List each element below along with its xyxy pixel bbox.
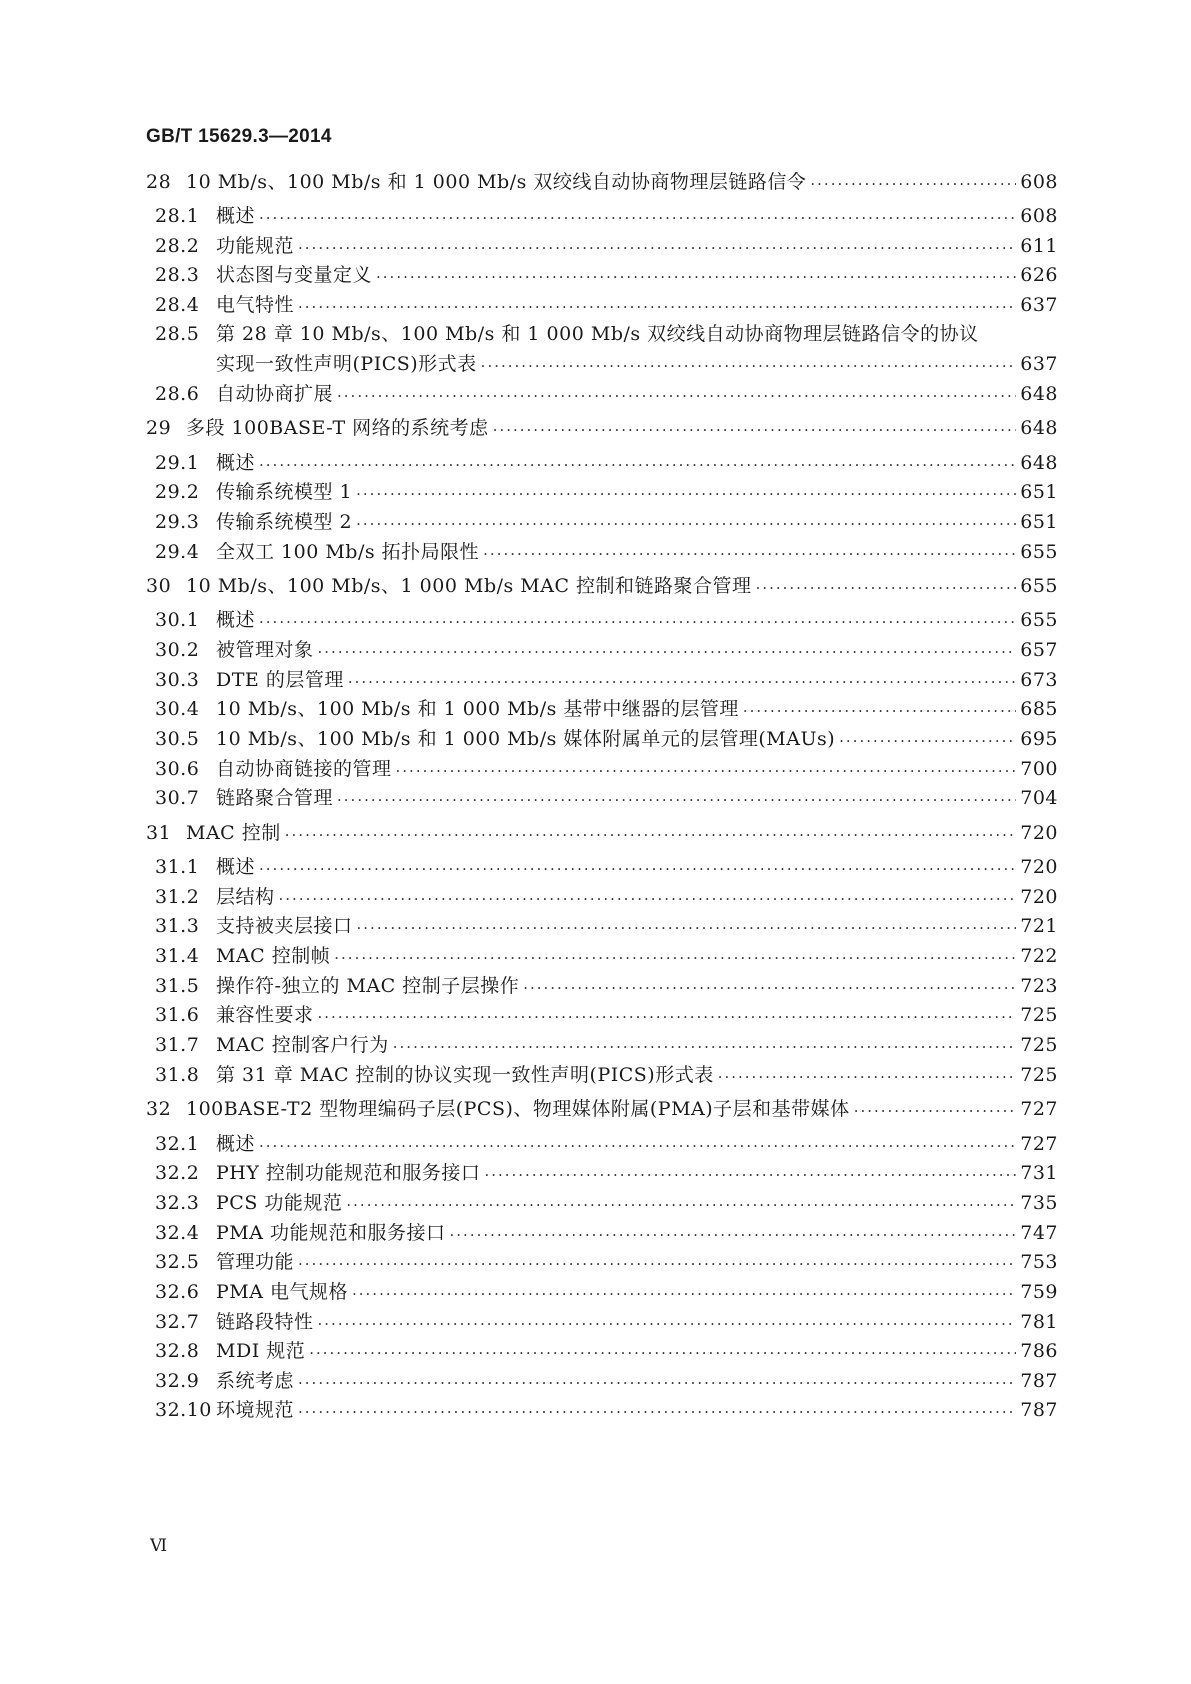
toc-entry[interactable]: [155, 1339, 1058, 1363]
leader-dots: [298, 297, 1016, 317]
toc-page: 723: [1020, 975, 1058, 997]
leader-dots: [318, 1007, 1017, 1027]
toc-number: 31.4: [155, 945, 200, 967]
toc-title: 传输系统模型 2: [216, 511, 353, 533]
toc-title: 被管理对象: [216, 639, 314, 661]
toc-title: 100BASE-T2 型物理编码子层(PCS)、物理媒体附属(PMA)子层和基带媒体: [186, 1098, 850, 1120]
toc-entry[interactable]: [155, 1369, 1058, 1393]
toc-entry[interactable]: [155, 382, 1058, 406]
toc-entry[interactable]: [155, 1250, 1058, 1274]
toc-title: 管理功能: [216, 1251, 295, 1273]
toc-page: 626: [1020, 264, 1058, 286]
toc-page: 722: [1020, 945, 1058, 967]
toc-entry[interactable]: [155, 668, 1058, 692]
leader-dots: [396, 761, 1017, 781]
toc-title: 概述: [216, 1133, 256, 1155]
toc-title: 10 Mb/s、100 Mb/s 和 1 000 Mb/s 媒体附属单元的层管理(MAUs): [216, 728, 836, 750]
toc-entry[interactable]: [155, 322, 1058, 346]
toc-entry[interactable]: [155, 1221, 1058, 1245]
toc-page: 655: [1020, 609, 1058, 631]
toc-title: 兼容性要求: [216, 1004, 314, 1026]
toc-number: 28.3: [155, 264, 200, 286]
toc-entry[interactable]: [155, 974, 1058, 998]
toc-page: 704: [1020, 787, 1058, 809]
toc-entry[interactable]: [155, 451, 1058, 475]
toc-number: 31.8: [155, 1064, 200, 1086]
toc-title: 概述: [216, 609, 256, 631]
toc-number: 30.1: [155, 609, 200, 631]
toc-entry[interactable]: [146, 574, 1058, 598]
toc-title: 概述: [216, 856, 256, 878]
toc-title: 10 Mb/s、100 Mb/s 和 1 000 Mb/s 基带中继器的层管理: [216, 698, 739, 720]
toc-number: 29: [146, 417, 172, 439]
toc-title: PCS 功能规范: [216, 1192, 343, 1214]
toc-number: 32.10: [155, 1399, 212, 1421]
toc-page: 787: [1020, 1370, 1058, 1392]
toc-entry[interactable]: [155, 1132, 1058, 1156]
toc-page: 655: [1020, 575, 1058, 597]
toc-entry[interactable]: [155, 293, 1058, 317]
toc-entry[interactable]: [146, 1097, 1058, 1121]
toc-page: 700: [1020, 758, 1058, 780]
toc-title: PMA 电气规格: [216, 1281, 348, 1303]
toc-page: 731: [1020, 1162, 1058, 1184]
toc-number: 31.7: [155, 1034, 200, 1056]
leader-dots: [743, 701, 1016, 721]
toc-title: 层结构: [216, 886, 275, 908]
page-folio: Ⅵ: [150, 1536, 168, 1556]
toc-title: 链路段特性: [216, 1311, 314, 1333]
leader-dots: [259, 1136, 1016, 1156]
toc-entry[interactable]: [155, 263, 1058, 287]
leader-dots: [484, 1165, 1016, 1185]
toc-number: 30: [146, 575, 172, 597]
toc-title: 10 Mb/s、100 Mb/s 和 1 000 Mb/s 双绞线自动协商物理层链路信令: [186, 171, 807, 193]
toc-entry[interactable]: [155, 608, 1058, 632]
toc-number: 28.6: [155, 383, 200, 405]
leader-dots: [718, 1067, 1017, 1087]
toc-number: 30.2: [155, 639, 200, 661]
toc-number: 32.6: [155, 1281, 200, 1303]
toc-number: 31.1: [155, 856, 200, 878]
toc-page: 787: [1020, 1399, 1058, 1421]
toc-title: 环境规范: [216, 1399, 295, 1421]
toc-page: 759: [1020, 1281, 1058, 1303]
leader-dots: [279, 889, 1017, 909]
toc-number: 28.2: [155, 235, 200, 257]
toc-title: 多段 100BASE-T 网络的系统考虑: [186, 417, 489, 439]
toc-number: 32.4: [155, 1222, 200, 1244]
leader-dots: [356, 514, 1016, 534]
toc-entry[interactable]: [146, 416, 1058, 440]
toc-title-continued: 实现一致性声明(PICS)形式表: [216, 353, 477, 375]
leader-dots: [854, 1101, 1017, 1121]
toc-title: 自动协商链接的管理: [216, 758, 392, 780]
toc-entry[interactable]: [155, 1191, 1058, 1215]
leader-dots: [493, 420, 1017, 440]
toc-page: 651: [1020, 481, 1058, 503]
toc-page: 721: [1020, 915, 1058, 937]
toc-page: 637: [1020, 294, 1058, 316]
leader-dots: [481, 356, 1017, 376]
toc-title: 概述: [216, 205, 256, 227]
toc-page: 727: [1020, 1133, 1058, 1155]
leader-dots: [839, 731, 1016, 751]
toc-title: PHY 控制功能规范和服务接口: [216, 1162, 481, 1184]
toc-page: 695: [1020, 728, 1058, 750]
toc-number: 32.7: [155, 1311, 200, 1333]
toc-title: 功能规范: [216, 235, 295, 257]
toc-entry[interactable]: [155, 204, 1058, 228]
leader-dots: [356, 484, 1016, 504]
toc-entry[interactable]: [155, 914, 1058, 938]
leader-dots: [523, 978, 1016, 998]
leader-dots: [318, 1314, 1017, 1334]
standard-number-header: GB/T 15629.3—2014: [146, 126, 332, 147]
toc-entry[interactable]: [155, 855, 1058, 879]
toc-page: 786: [1020, 1340, 1058, 1362]
toc-page: 648: [1020, 383, 1058, 405]
toc-page: 685: [1020, 698, 1058, 720]
toc-title: 自动协商扩展: [216, 383, 334, 405]
leader-dots: [259, 612, 1016, 632]
toc-number: 32.8: [155, 1340, 200, 1362]
toc-entry[interactable]: [155, 1280, 1058, 1304]
toc-title: 概述: [216, 452, 256, 474]
toc-entry-continuation[interactable]: [155, 352, 1058, 376]
toc-page: 657: [1020, 639, 1058, 661]
toc-page: 720: [1020, 886, 1058, 908]
leader-dots: [298, 1373, 1016, 1393]
leader-dots: [298, 238, 1016, 258]
toc-title: MAC 控制客户行为: [216, 1034, 389, 1056]
leader-dots: [376, 267, 1016, 287]
toc-number: 31.3: [155, 915, 200, 937]
toc-title: MAC 控制帧: [216, 945, 331, 967]
toc-page: 637: [1020, 353, 1058, 375]
toc-page: 727: [1020, 1098, 1058, 1120]
leader-dots: [259, 455, 1016, 475]
toc-number: 29.3: [155, 511, 200, 533]
toc-page: 651: [1020, 511, 1058, 533]
toc-title: 支持被夹层接口: [216, 915, 353, 937]
toc-entry[interactable]: [155, 786, 1058, 810]
toc-title: 10 Mb/s、100 Mb/s、1 000 Mb/s MAC 控制和链路聚合管理: [186, 575, 752, 597]
toc-number: 32.9: [155, 1370, 200, 1392]
leader-dots: [318, 642, 1017, 662]
toc-entry[interactable]: [155, 480, 1058, 504]
toc-number: 28.5: [155, 323, 200, 345]
toc-title: 第 31 章 MAC 控制的协议实现一致性声明(PICS)形式表: [216, 1064, 714, 1086]
toc-number: 31.5: [155, 975, 200, 997]
toc-title: MAC 控制: [186, 822, 281, 844]
toc-number: 28.4: [155, 294, 200, 316]
toc-entry[interactable]: [146, 170, 1058, 194]
leader-dots: [393, 1037, 1016, 1057]
toc-title: 第 28 章 10 Mb/s、100 Mb/s 和 1 000 Mb/s 双绞线自动协商物理层链路信令的协议: [216, 323, 979, 345]
toc-number: 30.3: [155, 669, 200, 691]
toc-page: 720: [1020, 856, 1058, 878]
toc-page: 747: [1020, 1222, 1058, 1244]
toc-title: 传输系统模型 1: [216, 481, 353, 503]
leader-dots: [352, 1284, 1016, 1304]
toc-title: 状态图与变量定义: [216, 264, 373, 286]
leader-dots: [810, 174, 1016, 194]
toc-entry[interactable]: [155, 234, 1058, 258]
leader-dots: [309, 1343, 1016, 1363]
toc-entry[interactable]: [155, 757, 1058, 781]
toc-entry[interactable]: [155, 727, 1058, 751]
leader-dots: [483, 544, 1016, 564]
toc-number: 32: [146, 1098, 172, 1120]
leader-dots: [285, 825, 1016, 845]
toc-entry[interactable]: [155, 697, 1058, 721]
toc-page: 655: [1020, 541, 1058, 563]
leader-dots: [337, 790, 1016, 810]
toc-page: 720: [1020, 822, 1058, 844]
toc-entry[interactable]: [155, 540, 1058, 564]
toc-page: 648: [1020, 417, 1058, 439]
toc-number: 30.5: [155, 728, 200, 750]
leader-dots: [346, 1195, 1016, 1215]
toc-entry[interactable]: [155, 1003, 1058, 1027]
toc-title: 操作符-独立的 MAC 控制子层操作: [216, 975, 520, 997]
toc-page: 725: [1020, 1064, 1058, 1086]
toc-page: 608: [1020, 205, 1058, 227]
toc-page: 648: [1020, 452, 1058, 474]
toc-entry[interactable]: [155, 1398, 1058, 1422]
toc-entry[interactable]: [155, 1033, 1058, 1057]
toc-page: 781: [1020, 1311, 1058, 1333]
toc-number: 29.1: [155, 452, 200, 474]
leader-dots: [259, 208, 1016, 228]
toc-title: 全双工 100 Mb/s 拓扑局限性: [216, 541, 480, 563]
toc-page: 735: [1020, 1192, 1058, 1214]
toc-number: 30.7: [155, 787, 200, 809]
toc-page: 725: [1020, 1034, 1058, 1056]
toc-entry[interactable]: [155, 1063, 1058, 1087]
leader-dots: [259, 859, 1016, 879]
toc-page: 608: [1020, 171, 1058, 193]
leader-dots: [334, 948, 1016, 968]
toc-page: 725: [1020, 1004, 1058, 1026]
toc-number: 28: [146, 171, 172, 193]
leader-dots: [298, 1402, 1016, 1422]
toc-number: 31.2: [155, 886, 200, 908]
toc-title: PMA 功能规范和服务接口: [216, 1222, 446, 1244]
toc-title: 电气特性: [216, 294, 295, 316]
toc-number: 32.1: [155, 1133, 200, 1155]
toc-entry[interactable]: [155, 885, 1058, 909]
leader-dots: [298, 1254, 1016, 1274]
toc-entry[interactable]: [155, 638, 1058, 662]
leader-dots: [348, 672, 1016, 692]
toc-page: 673: [1020, 669, 1058, 691]
leader-dots: [337, 386, 1016, 406]
toc-title: 系统考虑: [216, 1370, 295, 1392]
leader-dots: [357, 918, 1017, 938]
toc-number: 31: [146, 822, 172, 844]
toc-number: 32.3: [155, 1192, 200, 1214]
toc-entry[interactable]: [146, 821, 1058, 845]
toc-entry[interactable]: [155, 944, 1058, 968]
toc-title: DTE 的层管理: [216, 669, 344, 691]
toc-number: 31.6: [155, 1004, 200, 1026]
toc-title: 链路聚合管理: [216, 787, 334, 809]
toc-entry[interactable]: [155, 510, 1058, 534]
toc-entry[interactable]: [155, 1161, 1058, 1185]
leader-dots: [756, 578, 1017, 598]
toc-number: 29.4: [155, 541, 200, 563]
toc-number: 29.2: [155, 481, 200, 503]
toc-number: 32.5: [155, 1251, 200, 1273]
leader-dots: [450, 1225, 1017, 1245]
toc-number: 30.4: [155, 698, 200, 720]
toc-number: 30.6: [155, 758, 200, 780]
toc-title: MDI 规范: [216, 1340, 306, 1362]
toc-entry[interactable]: [155, 1310, 1058, 1334]
toc-number: 32.2: [155, 1162, 200, 1184]
toc-number: 28.1: [155, 205, 200, 227]
toc-page: 611: [1020, 235, 1058, 257]
toc-page: 753: [1020, 1251, 1058, 1273]
